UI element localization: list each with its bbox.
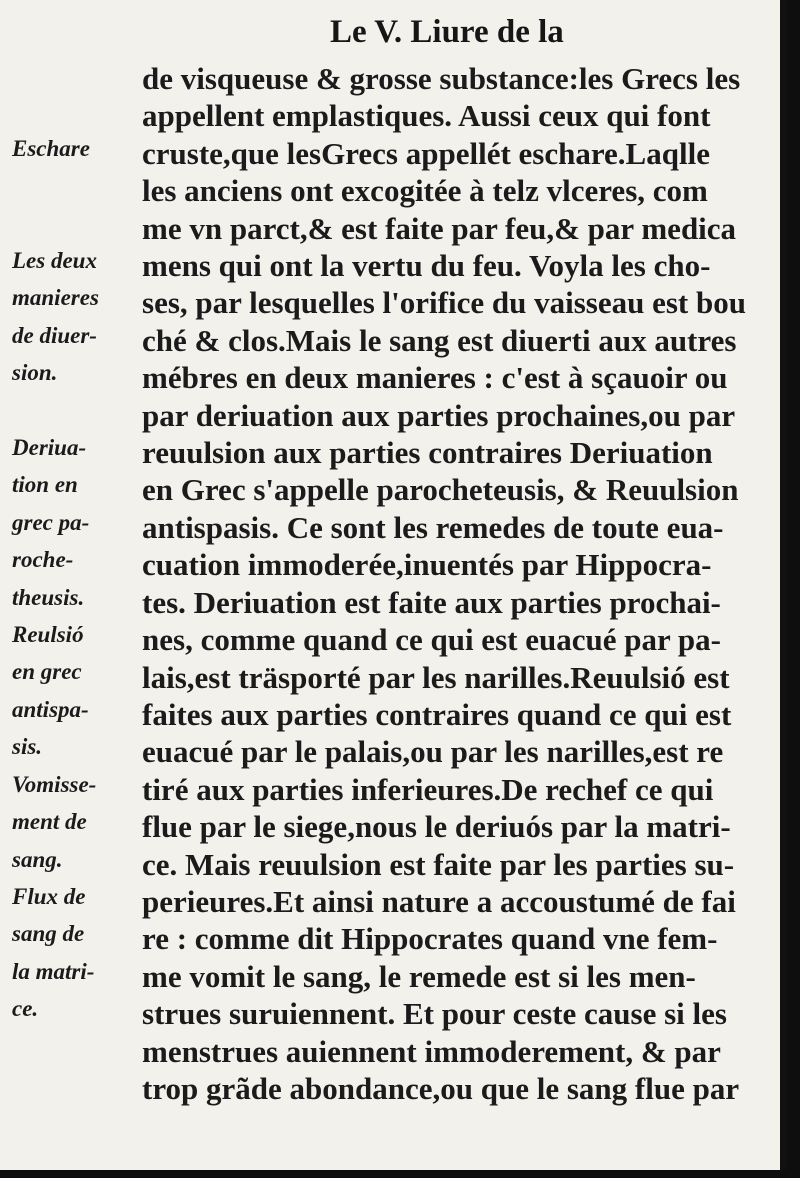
text-line: tes. Deriuation est faite aux parties prochai-	[142, 584, 721, 620]
main-text-block	[142, 60, 782, 1107]
margin-note-line: tion en	[12, 472, 78, 498]
text-line: mens qui ont la vertu du feu. Voyla les cho-	[142, 248, 711, 284]
text-line: appellent emplastiques. Aussi ceux qui font	[142, 98, 711, 134]
margin-note-line: antispa-	[12, 696, 89, 722]
margin-note-line: ce.	[12, 996, 39, 1022]
margin-note-line: Les deux	[12, 248, 97, 273]
text-line: ce. Mais reuulsion est faite par les parties su-	[142, 846, 735, 882]
margin-note-deux-manieres	[12, 242, 99, 392]
text-line: tiré aux parties inferieures.De rechef ce qui	[142, 771, 714, 807]
text-line: faites aux parties contraires quand ce qui est	[142, 696, 732, 732]
margin-note-line: roche-	[12, 547, 74, 573]
text-line: perieures.Et ainsi nature a accoustumé de fai	[142, 883, 736, 919]
margin-note-line: Deriua-	[12, 435, 87, 460]
margin-note-line: sang.	[12, 846, 63, 872]
margin-note-line: en grec	[12, 659, 82, 685]
text-line: en Grec s'appelle parocheteusis, & Reuulsion	[142, 472, 739, 508]
text-line: mébres en deux manieres : c'est à sçauoir ou	[142, 360, 728, 396]
margin-note-line: Eschare	[12, 136, 90, 161]
margin-note-vomissement	[12, 766, 96, 878]
margin-note-line: grec pa-	[12, 509, 90, 535]
margin-note-line: la matri-	[12, 958, 95, 984]
text-line: euacué par le palais,ou par les narilles,est re	[142, 734, 724, 770]
margin-note-line: Reulsió	[12, 622, 84, 647]
text-line: lais,est träsporté par les narilles.Reuulsió est	[142, 659, 730, 695]
text-line: menstrues auiennent immoderement, & par	[142, 1033, 721, 1069]
text-line: par deriuation aux parties prochaines,ou par	[142, 397, 736, 433]
margin-note-line: Vomisse-	[12, 772, 97, 797]
text-line: cruste,que lesGrecs appellét eschare.Laqlle	[142, 135, 710, 171]
text-line: re : comme dit Hippocrates quand vne fem-	[142, 921, 718, 957]
text-line: strues suruiennent. Et pour ceste cause si les	[142, 996, 727, 1032]
text-line: reuulsion aux parties contraires Deriuation	[142, 435, 713, 471]
text-line: les anciens ont excogitée à telz vlceres, com	[142, 173, 708, 209]
text-line: cuation immoderée,inuentés par Hippocra-	[142, 547, 712, 583]
text-line: ses, par lesquelles l'orifice du vaisseau est bou	[142, 285, 746, 321]
margin-note-flux	[12, 878, 94, 1028]
margin-note-line: sion.	[12, 360, 58, 386]
margin-note-line: de diuer-	[12, 322, 97, 348]
running-head: Le V. Liure de la	[330, 14, 564, 50]
margin-note-line: sis.	[12, 734, 43, 760]
text-line: flue par le siege,nous le deriuós par la matri-	[142, 809, 731, 845]
text-line: trop grãde abondance,ou que le sang flue par	[142, 1070, 740, 1106]
margin-note-reulsion	[12, 616, 89, 766]
margin-note-eschare	[12, 130, 90, 167]
text-line: ché & clos.Mais le sang est diuerti aux autres	[142, 322, 737, 358]
text-line: antispasis. Ce sont les remedes de toute eua-	[142, 509, 724, 545]
margin-note-line: Flux de	[12, 884, 86, 909]
margin-note-line: manieres	[12, 285, 99, 311]
margin-note-line: theusis.	[12, 584, 85, 610]
margin-note-line: sang de	[12, 921, 85, 947]
text-line: me vn parct,& est faite par feu,& par medica	[142, 210, 737, 246]
text-line: nes, comme quand ce qui est euacué par pa-	[142, 622, 721, 658]
margin-note-deriuation	[12, 429, 89, 616]
text-line: me vomit le sang, le remede est si les men-	[142, 958, 696, 994]
margin-note-line: ment de	[12, 809, 87, 835]
text-line: de visqueuse & grosse substance:les Grecs les	[142, 61, 741, 96]
